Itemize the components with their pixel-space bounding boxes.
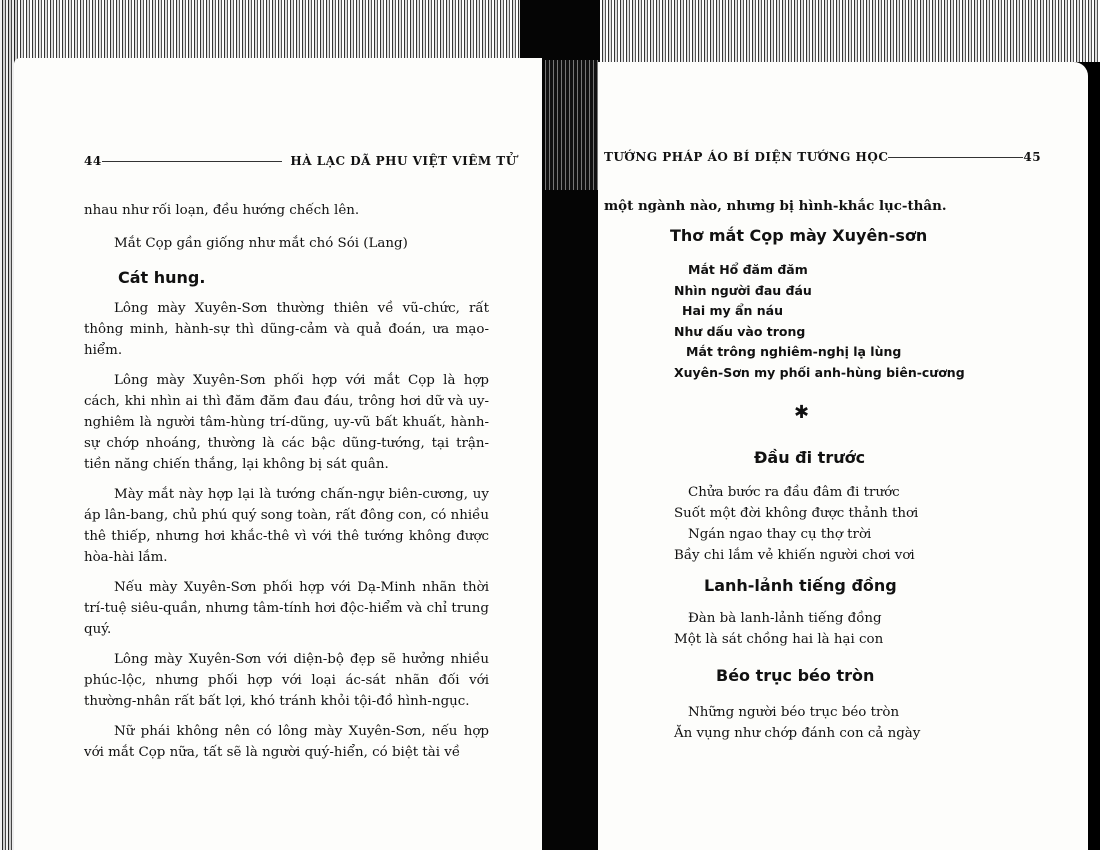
ornament-star-icon: ✱ (794, 402, 810, 423)
poem1-line: Hai my ẩn náu (682, 303, 783, 318)
left-body-4: Lông mày Xuyên-Sơn với diện-bộ đẹp sẽ hưởng nhiều phúc-lộc, nhưng phối hợp với loại ác-sát nhãn đối với thường-nhân rất bất lợi, khó tránh khỏi tội-đồ hình-ngục. (84, 652, 489, 709)
left-body-3: Nếu mày Xuyên-Sơn phối hợp với Dạ-Minh nhãn thời trí-tuệ siêu-quần, nhưng tâm-tính hơi độc-hiểm và chỉ trung quý. (84, 580, 489, 637)
poem1-title: Thơ mắt Cọp mày Xuyên-sơn (670, 226, 928, 245)
verse2 (674, 482, 918, 566)
left-page-number: 44 (84, 154, 102, 168)
left-page (14, 58, 542, 850)
verse3 (674, 608, 883, 650)
poem1 (674, 260, 965, 383)
left-body-0: Lông mày Xuyên-Sơn thường thiên về vũ-chức, rất thông minh, hành-sự thì dũng-cảm và quả đoán, ưa mạo-hiểm. (84, 301, 489, 358)
verse3-line: Một là sát chồng hai là hại con (674, 632, 884, 647)
verse2-line: Suốt một đời không được thảnh thơi (674, 506, 919, 521)
left-body-2: Mày mắt này hợp lại là tướng chấn-ngự biên-cương, uy áp lân-bang, chủ phú quý song toàn, rất đông con, có nhiều thê thiếp, nhưng hơi khắc-thê vì với thê tướng không được hòa-hài lắm. (84, 487, 489, 565)
gutter-scan-noise (545, 60, 600, 190)
left-paragraph-1: Mắt Cọp gần giống như mắt chó Sói (Lang) (114, 236, 408, 251)
verse2-line: Chửa bước ra đầu đâm đi trước (688, 485, 900, 500)
right-running-title: TƯỚNG PHÁP ÁO BÍ DIỆN TƯỚNG HỌC (604, 150, 889, 164)
right-page-header (604, 150, 1041, 164)
poem1-line: Nhìn người đau đáu (674, 282, 812, 298)
left-body-5: Nữ phái không nên có lông mày Xuyên-Sơn, nếu hợp với mắt Cọp nữa, tất sẽ là người quý-hiển, có biệt tài về (84, 724, 489, 760)
left-running-title: HÀ LẠC DÃ PHU VIỆT VIÊM TỬ (290, 154, 517, 168)
poem1-line: Mắt trông nghiêm-nghị lạ lùng (686, 344, 902, 359)
left-page-header (84, 154, 517, 168)
verse4-line: Những người béo trục béo tròn (688, 705, 900, 720)
left-heading: Cát hung. (118, 268, 206, 287)
poem1-line: Như dấu vào trong (674, 323, 806, 339)
left-body-1: Lông mày Xuyên-Sơn phối hợp với mắt Cọp là hợp cách, khi nhìn ai thì đăm đăm đau đáu, trông hơi dữ và uy-nghiêm là người tâm-hùng trí-dũng, uy-vũ bất khuất, hành-sự chớp nhoáng, thường là các bậc dũng-tướng, tại trận-tiền năng chiến thắng, lại không bị sát quân. (84, 373, 489, 472)
verse2-line: Bầy chi lắm vẻ khiến người chơi vơi (674, 548, 915, 563)
header-rule (102, 161, 282, 162)
verse4-line: Ăn vụng như chớp đánh con cả ngày (674, 726, 921, 741)
section4-title: Béo trục béo tròn (716, 666, 875, 685)
right-page-number: 45 (1023, 150, 1042, 164)
verse2-line: Ngán ngao thay cụ thợ trời (688, 527, 872, 542)
verse4 (674, 702, 920, 744)
section2-title: Đầu đi trước (754, 448, 866, 467)
right-first-line: một ngành nào, nhưng bị hình-khắc lục-thân. (604, 198, 947, 214)
poem1-line: Mắt Hổ đăm đăm (688, 262, 808, 277)
section3-title: Lanh-lảnh tiếng đồng (704, 576, 897, 595)
left-paragraph-0: nhau như rối loạn, đều hướng chếch lên. (84, 203, 360, 218)
poem1-line: Xuyên-Sơn my phối anh-hùng biên-cương (674, 364, 965, 380)
left-body (84, 298, 489, 772)
right-page (598, 62, 1088, 850)
verse3-line: Đàn bà lanh-lảnh tiếng đồng (688, 611, 882, 626)
left-intro (84, 200, 489, 263)
header-rule (888, 157, 1023, 158)
